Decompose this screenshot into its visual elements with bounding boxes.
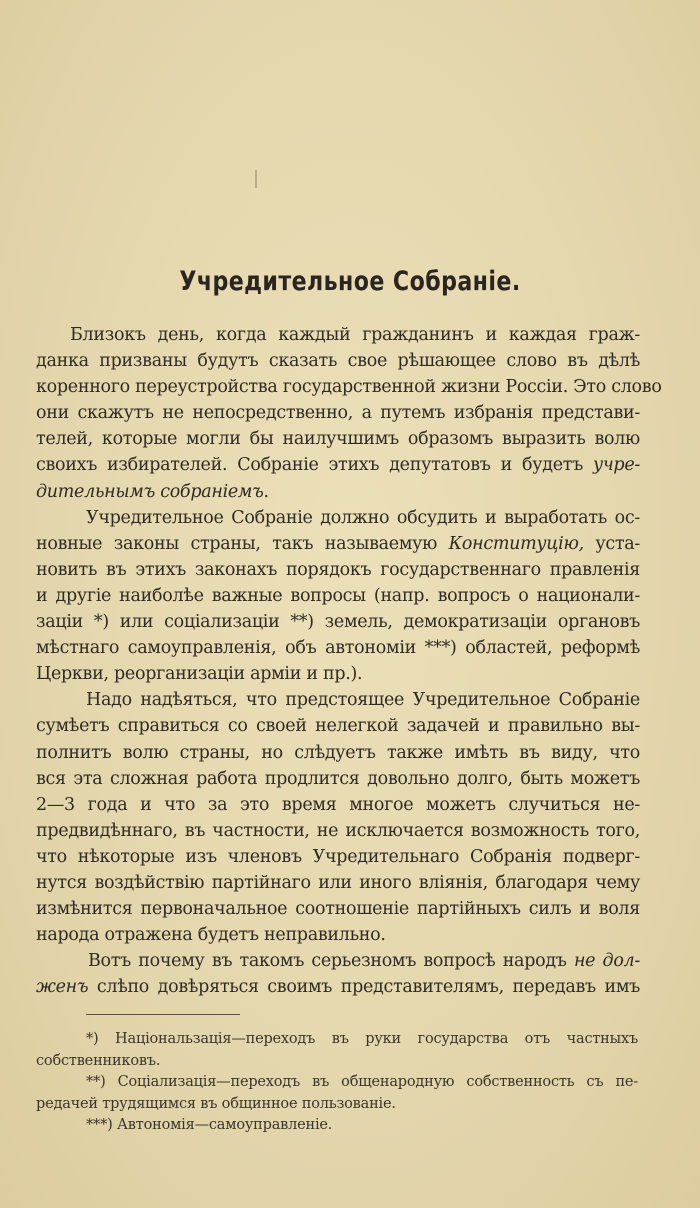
text-line: Учредительное Собраніе должно обсудить и выработать ос-	[86, 507, 640, 528]
footnote-line: ***) Автономія—самоуправленіе.	[86, 1117, 333, 1133]
text-line	[36, 452, 640, 478]
text-line	[36, 531, 640, 557]
text-span: .	[263, 481, 269, 502]
italic-span: учре-	[592, 455, 640, 476]
footnote-line: собственниковъ.	[36, 1052, 161, 1069]
text-line: новить въ этихъ законахъ порядокъ государственнаго правленія	[36, 559, 640, 580]
italic-span: Конституцію,	[448, 533, 584, 554]
text-line: мѣстнаго самоуправленія, объ автономіи ***) областей, реформѣ	[36, 638, 640, 659]
text-line: полнитъ волю страны, но слѣдуетъ также имѣть въ виду, что	[36, 742, 640, 763]
footnote-line: *) Національзація—переходъ въ руки государства отъ частныхъ	[86, 1031, 638, 1047]
text-line: и другіе наиболѣе важные вопросы (напр. вопросъ о национали-	[36, 585, 640, 606]
text-line: народа отражена будетъ неправильно.	[36, 925, 386, 946]
text-line: 2—3 года и что за это время многое можетъ случиться не-	[36, 794, 640, 815]
text-line: нутся воздѣйствію партійнаго или иного вліянія, благодаря чему	[36, 872, 640, 893]
text-line: Церкви, реорганизаціи арміи и пр.).	[36, 664, 363, 685]
text-line: предвидѣннаго, въ частности, не исключается возможность того,	[36, 820, 640, 841]
italic-span: не дол-	[573, 951, 641, 972]
text-line: вся эта сложная работа продлится довольно долго, быть можетъ	[36, 768, 640, 789]
text-span: слѣпо довѣряться своимъ представителямъ, передавъ имъ	[88, 977, 640, 998]
text-line: заціи *) или соціализаціи **) земель, демократизаціи органовъ	[36, 612, 640, 633]
text-line: они скажутъ не непосредственно, а путемъ избранія представи-	[36, 403, 640, 424]
page-mark	[255, 170, 257, 188]
footnote-line: редачей трудящимся въ общинное пользованіе.	[36, 1095, 396, 1112]
footnote-rule	[86, 1014, 240, 1015]
text-line	[36, 948, 640, 974]
chapter-title: Учредительное Собраніе.	[179, 266, 521, 297]
text-line: данка призваны будутъ сказать свое рѣшающее слово въ дѣлѣ	[36, 351, 640, 372]
text-span: новные законы страны, такъ называемую	[36, 533, 438, 554]
body-text	[36, 322, 662, 1000]
text-line: Близокъ день, когда каждый гражданинъ и каждая граж-	[70, 325, 640, 345]
italic-span: женъ	[36, 977, 89, 998]
text-line: коренного переустройства государственной жизни Россіи. Это слово	[36, 377, 662, 398]
text-span: своихъ избирателей. Собраніе этихъ депутатовъ и будетъ	[36, 455, 583, 476]
text-span: уста-	[583, 533, 641, 554]
footnotes	[36, 1029, 638, 1137]
text-line	[36, 974, 640, 1000]
text-line	[36, 479, 640, 505]
text-span: Вотъ почему въ такомъ серьезномъ вопросѣ народъ	[88, 951, 567, 972]
text-line: измѣнится первоначальное соотношеніе партійныхъ силъ и воля	[36, 899, 640, 920]
text-line: что нѣкоторые изъ членовъ Учредительнаго Собранія подверг-	[36, 846, 640, 867]
footnote-line: **) Соціализація—переходъ въ общенародную собственность съ пе-	[86, 1074, 638, 1090]
text-line: Надо надѣяться, что предстоящее Учредительное Собраніе	[86, 690, 640, 711]
text-line: сумѣетъ справиться со своей нелегкой задачей и правильно вы-	[36, 716, 640, 737]
text-line: телей, которые могли бы наилучшимъ образомъ выразить волю	[36, 429, 640, 450]
italic-span: дительнымъ собраніемъ	[36, 481, 264, 502]
